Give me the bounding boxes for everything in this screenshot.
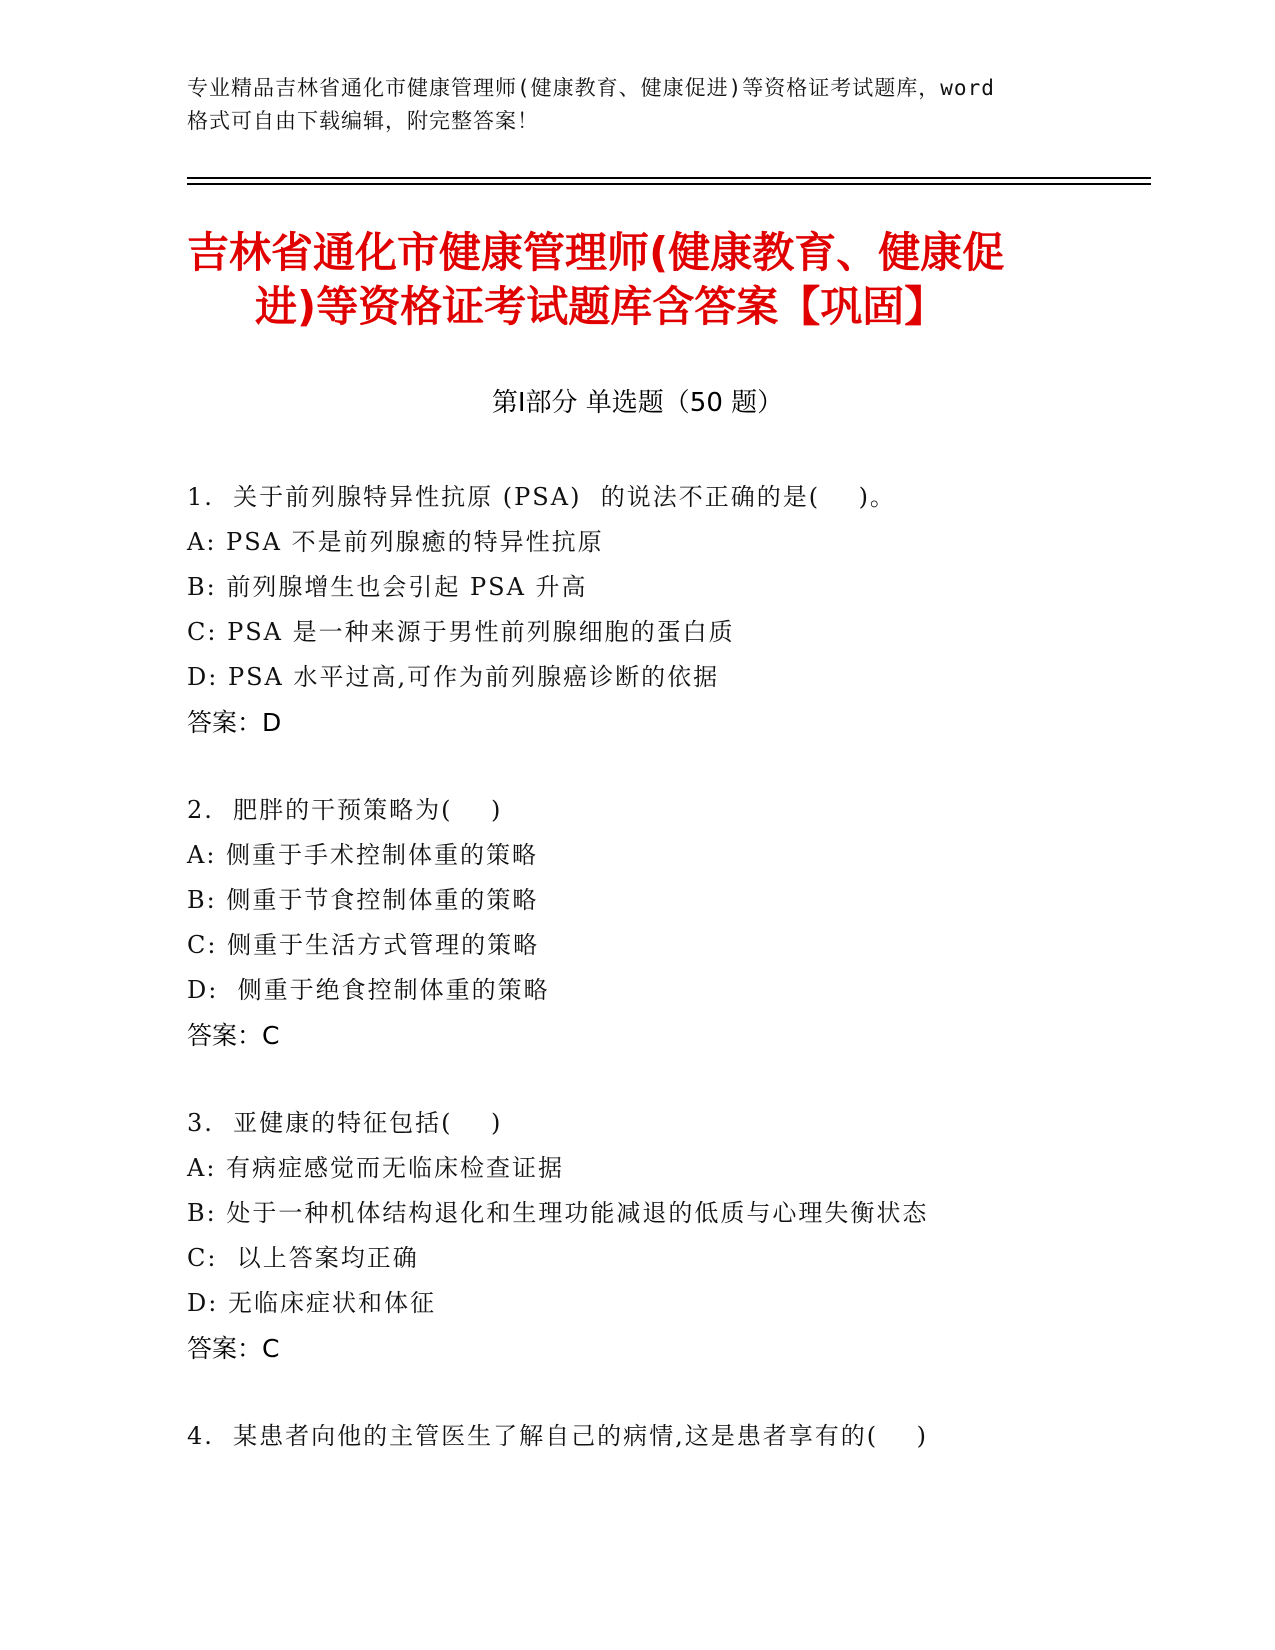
question-1 bbox=[187, 475, 1137, 745]
answer: 答案：C bbox=[187, 1021, 280, 1050]
document-title bbox=[187, 226, 1137, 334]
question-stem: 1. 关于前列腺特异性抗原 (PSA) 的说法不正确的是( )。 bbox=[187, 483, 896, 511]
option-b: B: 侧重于节食控制体重的策略 bbox=[187, 886, 539, 914]
question-2 bbox=[187, 788, 1137, 1058]
option-d: D: 侧重于绝食控制体重的策略 bbox=[187, 976, 550, 1004]
question-3 bbox=[187, 1101, 1137, 1371]
option-c: C: 侧重于生活方式管理的策略 bbox=[187, 931, 540, 959]
answer: 答案：C bbox=[187, 1334, 280, 1363]
question-stem: 4. 某患者向他的主管医生了解自己的病情,这是患者享有的( ) bbox=[187, 1422, 929, 1450]
option-c: C: 以上答案均正确 bbox=[187, 1244, 419, 1272]
question-4 bbox=[187, 1414, 1137, 1459]
option-d: D: PSA 水平过高,可作为前列腺癌诊断的依据 bbox=[187, 663, 720, 691]
header-note-line-1: 专业精品吉林省通化市健康管理师(健康教育、健康促进)等资格证考试题库，word bbox=[187, 76, 995, 100]
header-note-line-2: 格式可自由下载编辑，附完整答案！ bbox=[187, 109, 539, 133]
option-d: D: 无临床症状和体征 bbox=[187, 1289, 436, 1317]
document-title-line-2: 进)等资格证考试题库含答案【巩固】 bbox=[255, 282, 947, 331]
option-a: A: 有病症感觉而无临床检查证据 bbox=[187, 1154, 565, 1182]
option-a: A: 侧重于手术控制体重的策略 bbox=[187, 841, 539, 869]
option-a: A: PSA 不是前列腺癒的特异性抗原 bbox=[187, 528, 604, 556]
header-divider-bottom bbox=[187, 183, 1151, 185]
question-list bbox=[187, 475, 1137, 1502]
question-stem: 2. 肥胖的干预策略为( ) bbox=[187, 796, 503, 824]
question-stem: 3. 亚健康的特征包括( ) bbox=[187, 1109, 503, 1137]
option-b: B: 处于一种机体结构退化和生理功能减退的低质与心理失衡状态 bbox=[187, 1199, 929, 1227]
option-b: B: 前列腺增生也会引起 PSA 升高 bbox=[187, 573, 588, 601]
section-title: 第Ⅰ部分 单选题（50 题） bbox=[491, 388, 784, 418]
header-note bbox=[187, 72, 1107, 138]
header-divider-top bbox=[187, 177, 1151, 179]
document-title-line-1: 吉林省通化市健康管理师(健康教育、健康促 bbox=[187, 228, 1005, 277]
answer: 答案：D bbox=[187, 708, 282, 737]
option-c: C: PSA 是一种来源于男性前列腺细胞的蛋白质 bbox=[187, 618, 735, 646]
